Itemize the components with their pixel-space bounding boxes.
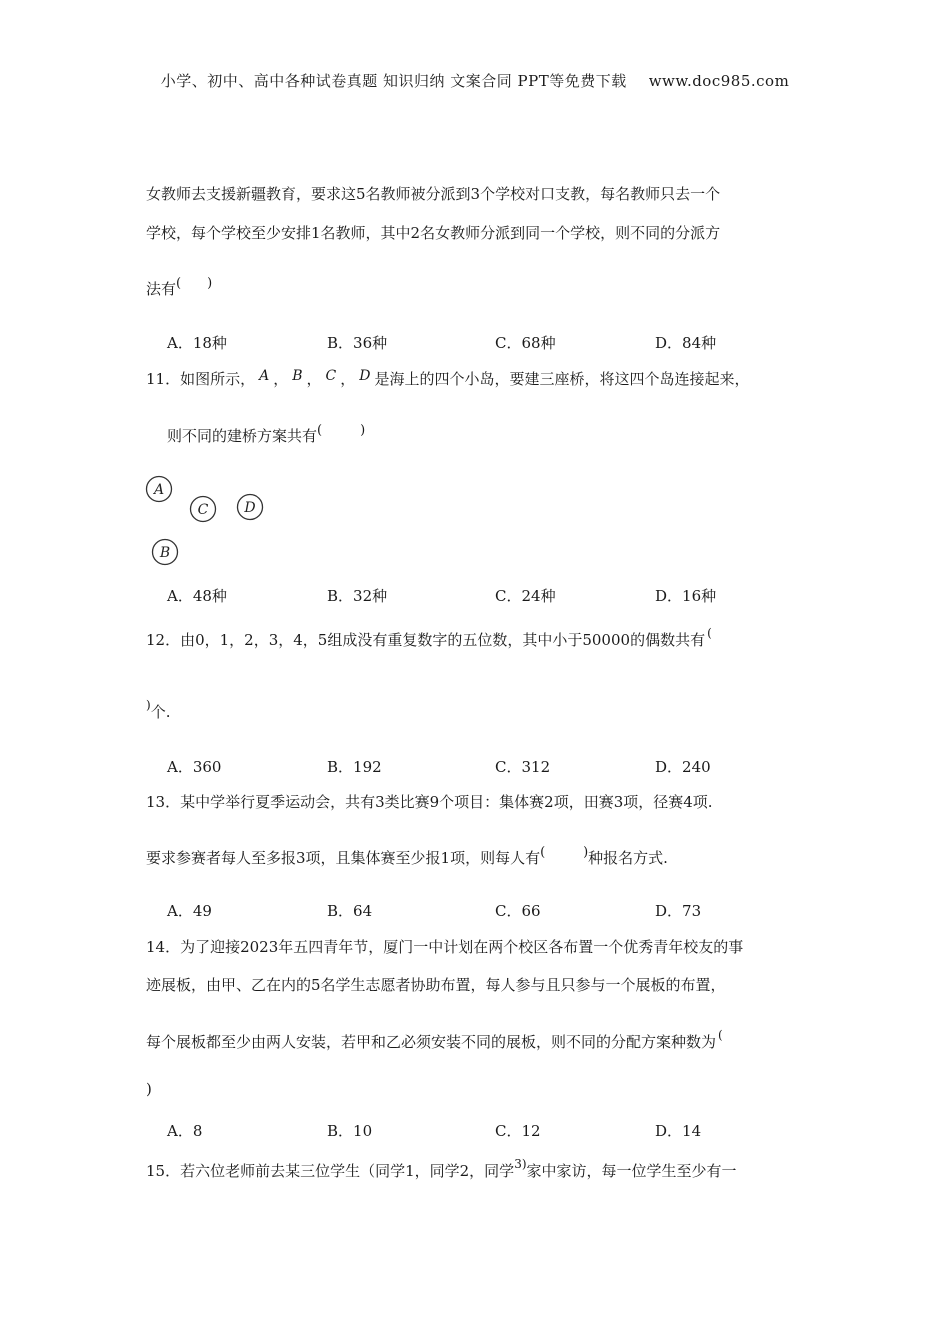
q10-answer-blank: ( ) [176, 276, 213, 291]
q14-line3-text: 每个展板都至少由两人安装，若甲和乙必须安装不同的展板，则不同的分配方案种数为 [146, 1033, 717, 1051]
q12-paren-open: ( [707, 626, 712, 640]
q11-option-d: D．16种 [655, 587, 717, 605]
q13-line2a: 要求参赛者每人至多报3项，且集体赛至少报1项，则每人有 [146, 849, 541, 867]
q13-line1: 13．某中学举行夏季运动会，共有3类比赛9个项目：集体赛2项，田赛3项，径赛4项. [146, 793, 713, 811]
q10-line3 [146, 276, 216, 299]
q10-option-a: A．18种 [167, 334, 227, 352]
page-header [0, 70, 950, 91]
q15-sup: 3) [514, 1157, 527, 1171]
q12-option-c: C．312 [495, 758, 551, 776]
q14-paren-close: ) [146, 1080, 152, 1098]
island-b [150, 537, 180, 567]
q12-option-d: D．240 [655, 758, 711, 776]
q11-line2 [167, 423, 365, 446]
q11-rest: 是海上的四个小岛，要建三座桥，将这四个岛连接起来， [374, 370, 750, 388]
q14-paren-open: ( [718, 1028, 723, 1042]
q14-option-d: D．14 [655, 1122, 702, 1140]
svg-text:B: B [159, 545, 171, 561]
island-d [235, 492, 265, 522]
q15-line1a: 15．若六位老师前去某三位学生（同学1，同学2，同学 [146, 1162, 515, 1180]
q10-line1: 女教师去支援新疆教育，要求这5名教师被分派到3个学校对口支教，每名教师只去一个 [146, 185, 721, 203]
island-c [188, 494, 218, 524]
svg-text:D: D [244, 500, 256, 516]
q10-option-c: C．68种 [495, 334, 556, 352]
svg-text:A: A [153, 482, 165, 498]
q15-line1b: 家中家访，每一位学生至少有一 [526, 1162, 737, 1180]
q12-line2 [146, 698, 170, 722]
q11-label-a: A [259, 368, 270, 384]
q11-label-d: D [359, 368, 371, 384]
q11-option-b: B．32种 [327, 587, 388, 605]
q12-line2-text: 个. [150, 703, 171, 721]
q14-option-a: A．8 [167, 1122, 203, 1140]
q12-line1-text: 12．由0，1，2，3，4，5组成没有重复数字的五位数，其中小于50000的偶数共有 [146, 631, 706, 649]
q13-line2b: 种报名方式. [588, 849, 668, 867]
q11-line2-text: 则不同的建桥方案共有 [167, 427, 318, 445]
q11-label-b: B [292, 368, 303, 384]
q10-option-b: B．36种 [327, 334, 388, 352]
q14-line1: 14．为了迎接2023年五四青年节，厦门一中计划在两个校区各布置一个优秀青年校友的事 [146, 938, 744, 956]
q11-number: 11．如图所示， [146, 370, 256, 388]
q13-line2 [146, 845, 668, 868]
q10-line3-text: 法有 [146, 280, 177, 298]
q14-line2: 迹展板，由甲、乙在内的5名学生志愿者协助布置，每人参与且只参与一个展板的布置， [146, 976, 726, 994]
q15-line1 [146, 1157, 737, 1181]
q12-line1 [146, 626, 712, 650]
q13-answer-blank: ( ) [540, 845, 589, 860]
q11-line1: 11．如图所示， A ， B ， C ， D 是海上的四个小岛，要建三座桥，将这四个岛连接起来， [146, 368, 750, 388]
q11-answer-blank: ( ) [317, 423, 366, 438]
header-text: 小学、初中、高中各种试卷真题 知识归纳 文案合同 PPT等免费下载 [160, 72, 627, 90]
q13-option-b: B．64 [327, 902, 373, 920]
q14-option-b: B．10 [327, 1122, 373, 1140]
q11-option-a: A．48种 [167, 587, 227, 605]
svg-text:C: C [197, 502, 209, 518]
q10-option-d: D．84种 [655, 334, 717, 352]
header-site: www.doc985.com [648, 72, 790, 90]
q13-option-d: D．73 [655, 902, 702, 920]
q10-line2: 学校，每个学校至少安排1名教师，其中2名女教师分派到同一个学校，则不同的分派方 [146, 224, 721, 242]
q13-option-a: A．49 [167, 902, 212, 920]
q14-option-c: C．12 [495, 1122, 541, 1140]
q12-paren-close: ) [146, 698, 151, 712]
island-a [144, 474, 174, 504]
q11-label-c: C [325, 368, 337, 384]
q12-option-a: A．360 [167, 758, 222, 776]
q14-line3 [146, 1028, 723, 1052]
q11-option-c: C．24种 [495, 587, 556, 605]
q12-option-b: B．192 [327, 758, 382, 776]
q13-option-c: C．66 [495, 902, 541, 920]
